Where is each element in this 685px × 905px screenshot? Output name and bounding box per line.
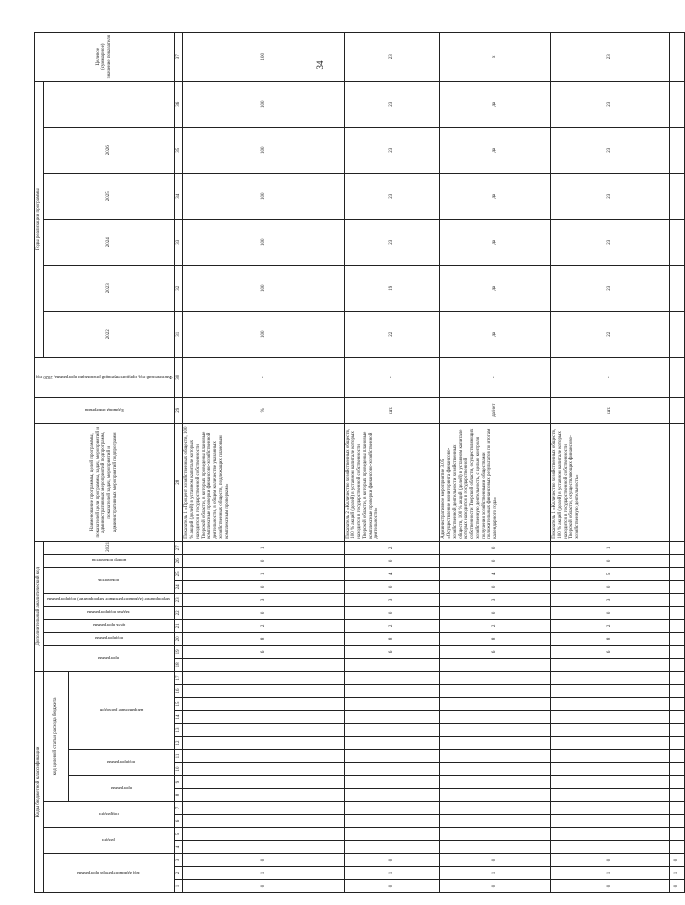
code-cell xyxy=(440,724,551,737)
code-cell xyxy=(344,711,440,724)
code-cell xyxy=(440,789,551,802)
column-numbers-row xyxy=(174,32,183,892)
year-value-cell: 23 xyxy=(344,127,440,173)
admin-code-header: код администратора программы xyxy=(43,854,174,893)
row-unit: шт. xyxy=(551,397,669,423)
year-value-cell: да xyxy=(440,219,551,265)
code-cell: 0 xyxy=(669,880,684,893)
code-cell xyxy=(440,841,551,854)
column-number: 12 xyxy=(174,737,183,750)
code-cell xyxy=(669,685,684,698)
code-cell: 0 xyxy=(183,880,344,893)
fact-year-header: Фактический год, предшествующий реализации программы, 2020 год xyxy=(35,357,175,397)
code-cell: 0 xyxy=(551,580,669,593)
code-cell xyxy=(344,789,440,802)
code-cell: 8 xyxy=(551,632,669,645)
column-number: 5 xyxy=(174,828,183,841)
code-cell xyxy=(344,841,440,854)
code-cell: 8 xyxy=(440,632,551,645)
column-number: 4 xyxy=(174,841,183,854)
code-cell: 6 xyxy=(551,645,669,658)
row-name: Показатель 2 «Количество хозяйственных обществ, 100 % акций (долей) в уставном капитале которых находится в государственной собственности Тверской области, в которых проведены плановые комплексные проверки финансово-хозяйственной деятельности» xyxy=(344,423,440,541)
code-cell xyxy=(669,671,684,684)
year-value-cell: 23 xyxy=(344,219,440,265)
year-value-cell: да xyxy=(440,81,551,127)
code-cell xyxy=(344,815,440,828)
code-cell xyxy=(669,567,684,580)
code-cell xyxy=(344,737,440,750)
code-cell xyxy=(551,711,669,724)
year-value-cell: 19 xyxy=(344,265,440,311)
code-cell xyxy=(669,789,684,802)
column-number: 1 xyxy=(174,880,183,893)
code-cell xyxy=(551,750,669,763)
subprogram-header: подпрограмма xyxy=(68,750,174,776)
year-value-cell: 23 xyxy=(551,173,669,219)
code-cell: 2 xyxy=(440,619,551,632)
code-cell xyxy=(344,763,440,776)
code-cell xyxy=(669,815,684,828)
program-indicators-table xyxy=(34,32,685,893)
code-cell xyxy=(551,763,669,776)
code-cell xyxy=(669,750,684,763)
row-unit: % xyxy=(183,397,344,423)
code-cell xyxy=(551,828,669,841)
code-cell: 3 xyxy=(183,593,344,606)
column-number: 2 xyxy=(174,867,183,880)
row-name: Административное мероприятие 3.05 «Осуществление мониторинга финансово-хозяйственной деятельности хозяйственных обществ, 100 % акций (долей) в уставном капитале которых находится в государственной собственности Тверской области, осуществляющих хозяйственную деятельность, с целью контроля получения хозяйственными обществами положительных финансовых результатов по итогам календарного года» xyxy=(440,423,551,541)
code-cell: 0 xyxy=(344,880,440,893)
row-target: 23 xyxy=(551,32,669,81)
table-row xyxy=(183,32,344,892)
code-cell xyxy=(440,671,551,684)
code-cell: 0 xyxy=(440,541,551,554)
row-target: 100 xyxy=(183,32,344,81)
column-number: 18 xyxy=(174,658,183,671)
year-value-cell xyxy=(669,81,684,127)
code-cell: 0 xyxy=(344,554,440,567)
code-cell xyxy=(344,750,440,763)
code-cell xyxy=(669,776,684,789)
row-target: х xyxy=(440,32,551,81)
event-header: мероприятие (административное мероприятие) подпрограммы xyxy=(43,593,174,606)
code-cell xyxy=(440,698,551,711)
table-row xyxy=(344,32,440,892)
year-2022: 2022 xyxy=(43,311,174,357)
code-cell: 5 xyxy=(551,567,669,580)
code-cell xyxy=(344,685,440,698)
year-value-cell: 22 xyxy=(551,311,669,357)
page-number: 34 xyxy=(315,60,325,70)
year-value-cell: 100 xyxy=(183,265,344,311)
code-cell xyxy=(551,685,669,698)
direction-header: направление расходов xyxy=(68,671,174,749)
code-cell xyxy=(344,658,440,671)
code-cell: 0 xyxy=(344,580,440,593)
code-cell xyxy=(669,737,684,750)
code-cell xyxy=(183,671,344,684)
year-value-cell: 100 xyxy=(183,311,344,357)
year-value-cell: 23 xyxy=(551,127,669,173)
column-number: 28 xyxy=(174,423,183,541)
code-cell xyxy=(551,671,669,684)
code-cell xyxy=(551,802,669,815)
code-cell xyxy=(551,776,669,789)
row-fact xyxy=(669,357,684,397)
column-number: 11 xyxy=(174,750,183,763)
code-cell xyxy=(669,580,684,593)
code-cell xyxy=(669,619,684,632)
code-cell xyxy=(551,815,669,828)
column-number: 30 xyxy=(174,357,183,397)
row-name: Показатель 1 «Количество хозяйственных обществ, 100 % акций (долей) в уставном капитале которых находится в государственной собственности Тверской области, осуществляющих финансово-хозяйственную деятельность» xyxy=(551,423,669,541)
column-number: 15 xyxy=(174,698,183,711)
code-cell xyxy=(669,541,684,554)
code-cell xyxy=(183,828,344,841)
code-cell: 0 xyxy=(551,880,669,893)
code-cell xyxy=(344,776,440,789)
table-row xyxy=(440,32,551,892)
code-cell: 2 xyxy=(344,619,440,632)
column-number: 24 xyxy=(174,580,183,593)
code-cell xyxy=(344,698,440,711)
code-cell: 3 xyxy=(551,593,669,606)
code-cell xyxy=(669,645,684,658)
year-value-cell: 22 xyxy=(344,311,440,357)
code-cell xyxy=(551,698,669,711)
year-value-cell: да xyxy=(440,173,551,219)
code-cell: 1 xyxy=(440,867,551,880)
row-target xyxy=(669,32,684,81)
year-2025: 2025 xyxy=(43,173,174,219)
code-cell: 1 xyxy=(551,867,669,880)
code-cell: 2 xyxy=(344,541,440,554)
row-name xyxy=(669,423,684,541)
code-cell xyxy=(183,802,344,815)
year-2026: 2026 xyxy=(43,127,174,173)
section-header: раздел xyxy=(43,828,174,854)
year-value-cell: 23 xyxy=(551,219,669,265)
code-cell xyxy=(669,828,684,841)
year-value-cell: да xyxy=(440,127,551,173)
column-number: 3 xyxy=(174,854,183,867)
year-2021: 2021 xyxy=(43,541,174,554)
code-cell xyxy=(183,724,344,737)
year-value-cell xyxy=(669,127,684,173)
code-cell xyxy=(669,632,684,645)
row-fact: - xyxy=(183,357,344,397)
name-header: Наименование программы, целей программы, показателей цели программы, задач, мероприятий и административных мероприятий подпрограмм, показателей задач, мероприятий и административных мероприятий подпрограмм xyxy=(35,423,175,541)
code-cell: 8 xyxy=(183,632,344,645)
code-cell xyxy=(669,802,684,815)
table-row xyxy=(669,32,684,892)
row-unit xyxy=(669,397,684,423)
code-cell: 2 xyxy=(183,619,344,632)
year-2024: 2024 xyxy=(43,219,174,265)
row-name: Показатель 1 «Процент хозяйственных обществ, 100 % акций (долей) в уставном капитале которых находится в государственной собственности Тверской области, в которых проведены плановые комплексные проверки финансово-хозяйственной деятельности, в общем количестве указанных хозяйственных обществ, подлежащих плановым комплексным проверкам» xyxy=(183,423,344,541)
row-fact: - xyxy=(551,357,669,397)
code-cell xyxy=(183,685,344,698)
program-table-container xyxy=(34,35,679,893)
code-cell: 3 xyxy=(344,593,440,606)
code-cell xyxy=(440,802,551,815)
code-cell: 0 xyxy=(669,854,684,867)
code-cell xyxy=(183,750,344,763)
column-number: 34 xyxy=(174,173,183,219)
year-value-cell: 100 xyxy=(183,81,344,127)
code-cell: 0 xyxy=(440,854,551,867)
code-cell xyxy=(183,698,344,711)
code-cell xyxy=(669,593,684,606)
program-extra-header: программа xyxy=(43,645,174,671)
column-number: 21 xyxy=(174,619,183,632)
indicator-number-header: номер показателя xyxy=(43,554,174,567)
code-cell: 6 xyxy=(183,645,344,658)
column-number: 33 xyxy=(174,219,183,265)
code-cell: 4 xyxy=(344,567,440,580)
goal-header: цель программы xyxy=(43,619,174,632)
code-cell xyxy=(440,658,551,671)
code-cell xyxy=(183,815,344,828)
row-unit: шт. xyxy=(344,397,440,423)
code-cell xyxy=(183,711,344,724)
column-number: 17 xyxy=(174,671,183,684)
code-cell xyxy=(440,685,551,698)
year-value-cell: 100 xyxy=(183,173,344,219)
code-cell xyxy=(669,606,684,619)
code-cell xyxy=(440,815,551,828)
column-number: 36 xyxy=(174,81,183,127)
year-value-cell: 23 xyxy=(551,81,669,127)
code-cell xyxy=(669,658,684,671)
code-cell: 0 xyxy=(440,606,551,619)
column-number: 10 xyxy=(174,763,183,776)
budget-codes-header: Коды бюджетной классификации xyxy=(35,671,44,892)
code-cell xyxy=(551,789,669,802)
row-target: 23 xyxy=(344,32,440,81)
code-cell xyxy=(440,763,551,776)
year-value-cell: да xyxy=(440,311,551,357)
code-cell xyxy=(183,841,344,854)
code-cell xyxy=(183,789,344,802)
code-cell xyxy=(344,802,440,815)
program-header: программа xyxy=(68,776,174,802)
row-fact: - xyxy=(344,357,440,397)
column-number: 25 xyxy=(174,567,183,580)
code-cell xyxy=(551,841,669,854)
column-number: 7 xyxy=(174,802,183,815)
code-cell: 2 xyxy=(551,619,669,632)
column-number: 31 xyxy=(174,311,183,357)
column-number: 37 xyxy=(174,32,183,81)
code-cell xyxy=(183,658,344,671)
code-cell: 0 xyxy=(440,554,551,567)
column-number: 13 xyxy=(174,724,183,737)
code-cell: 0 xyxy=(551,854,669,867)
column-number: 32 xyxy=(174,265,183,311)
code-cell xyxy=(669,841,684,854)
extra-code-header: Дополнительный аналитический код xyxy=(35,541,44,671)
code-cell xyxy=(183,776,344,789)
code-cell xyxy=(440,828,551,841)
code-cell xyxy=(669,554,684,567)
code-cell xyxy=(344,724,440,737)
code-cell xyxy=(440,776,551,789)
column-number: 8 xyxy=(174,789,183,802)
column-number: 35 xyxy=(174,127,183,173)
code-cell xyxy=(183,763,344,776)
code-cell: 1 xyxy=(183,567,344,580)
year-value-cell xyxy=(669,311,684,357)
code-cell: 0 xyxy=(440,880,551,893)
code-cell: 0 xyxy=(183,554,344,567)
target-article-header: код целевой статьи расхода бюджета xyxy=(43,671,68,801)
code-cell xyxy=(551,724,669,737)
unit-header: Единица измерения xyxy=(35,397,175,423)
code-cell: 6 xyxy=(440,645,551,658)
column-number: 19 xyxy=(174,645,183,658)
year-value-cell: 100 xyxy=(183,127,344,173)
target-header: Целевое (суммарное) значение показателя xyxy=(35,32,175,81)
column-number: 9 xyxy=(174,776,183,789)
indicator-header: показатель xyxy=(43,567,174,593)
year-value-cell: 100 xyxy=(183,219,344,265)
code-cell: 1 xyxy=(551,541,669,554)
code-cell: 1 xyxy=(183,541,344,554)
code-cell: 0 xyxy=(183,606,344,619)
task-header: задача подпрограммы xyxy=(43,606,174,619)
code-cell xyxy=(440,750,551,763)
column-number: 16 xyxy=(174,685,183,698)
code-cell xyxy=(344,828,440,841)
column-number: 6 xyxy=(174,815,183,828)
code-cell xyxy=(551,658,669,671)
code-cell: 1 xyxy=(344,867,440,880)
column-number: 20 xyxy=(174,632,183,645)
code-cell xyxy=(669,698,684,711)
code-cell: 0 xyxy=(183,854,344,867)
year-value-cell xyxy=(669,219,684,265)
row-unit: да/нет xyxy=(440,397,551,423)
column-number: 26 xyxy=(174,554,183,567)
code-cell xyxy=(440,737,551,750)
code-cell: 0 xyxy=(551,554,669,567)
code-cell: 0 xyxy=(551,606,669,619)
row-fact: - xyxy=(440,357,551,397)
year-value-cell: 23 xyxy=(344,81,440,127)
code-cell: 0 xyxy=(344,854,440,867)
code-cell: 0 xyxy=(183,580,344,593)
year-2023: 2023 xyxy=(43,265,174,311)
year-value-cell: да xyxy=(440,265,551,311)
code-cell: 4 xyxy=(440,567,551,580)
code-cell xyxy=(344,671,440,684)
subprogram-extra-header: подпрограмма xyxy=(43,632,174,645)
code-cell: 0 xyxy=(344,606,440,619)
year-value-cell: 23 xyxy=(344,173,440,219)
code-cell xyxy=(669,763,684,776)
code-cell xyxy=(551,737,669,750)
year-value-cell xyxy=(669,265,684,311)
column-number: 23 xyxy=(174,593,183,606)
column-number: 14 xyxy=(174,711,183,724)
code-cell: 8 xyxy=(344,632,440,645)
table-row xyxy=(551,32,669,892)
column-number: 27 xyxy=(174,541,183,554)
code-cell: 0 xyxy=(440,580,551,593)
column-number: 22 xyxy=(174,606,183,619)
code-cell xyxy=(440,711,551,724)
year-value-cell xyxy=(669,173,684,219)
code-cell xyxy=(669,724,684,737)
column-number: 29 xyxy=(174,397,183,423)
subsection-header: подраздел xyxy=(43,802,174,828)
code-cell xyxy=(183,737,344,750)
code-cell: 3 xyxy=(440,593,551,606)
code-cell: 1 xyxy=(183,867,344,880)
code-cell: 1 xyxy=(669,867,684,880)
code-cell: 6 xyxy=(344,645,440,658)
years-header: Годы реализации программы xyxy=(35,81,44,357)
year-value-cell: 23 xyxy=(551,265,669,311)
code-cell xyxy=(669,711,684,724)
